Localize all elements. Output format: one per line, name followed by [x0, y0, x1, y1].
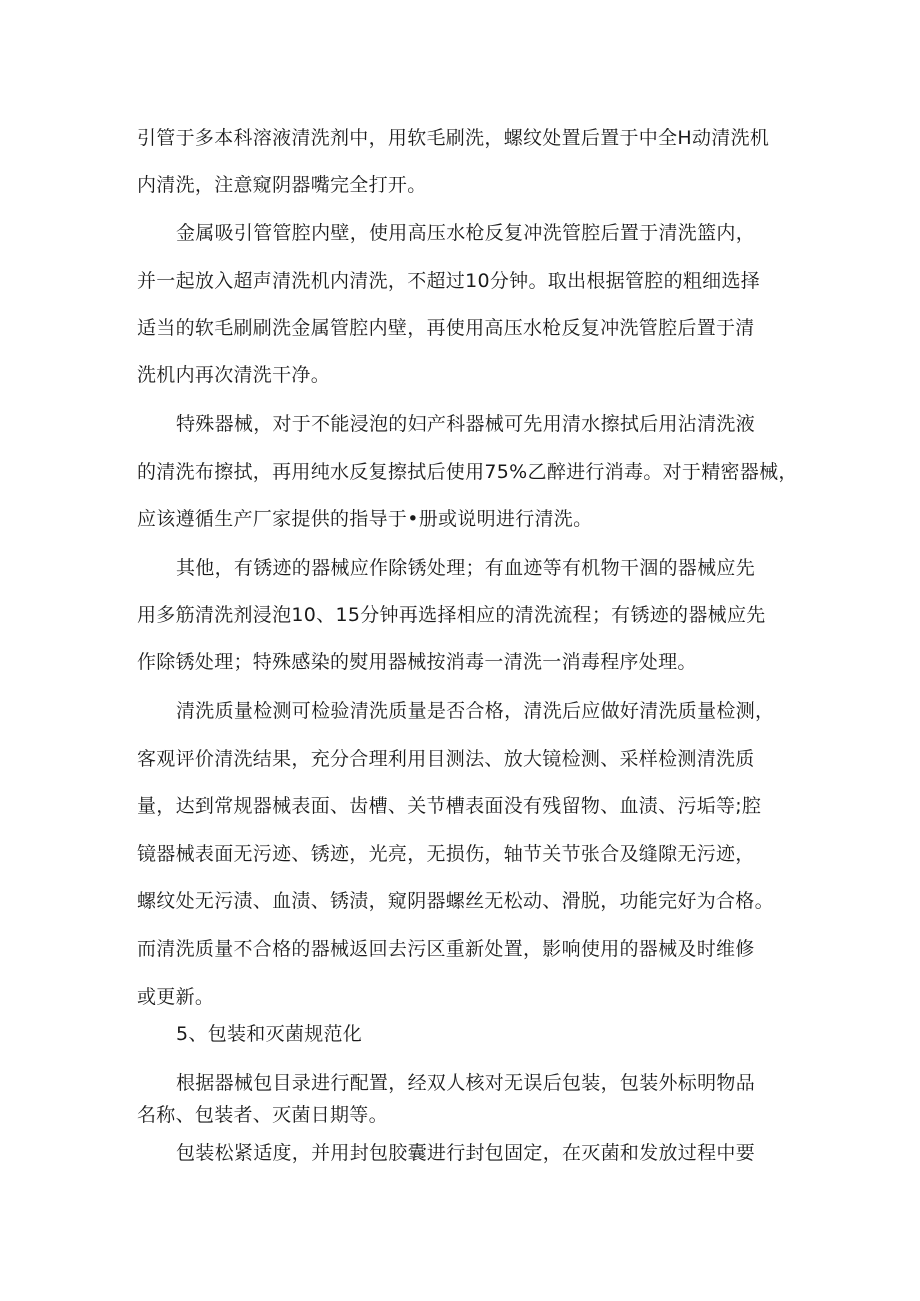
p2-line-4: 洗机内再次清洗干净。: [137, 364, 331, 386]
p5-line-7: 或更新。: [137, 986, 215, 1008]
p4-line-1: 其他，有锈迹的器械应作除锈处理；有血迹等有机物干涸的器械应先: [176, 557, 756, 579]
p5-line-5: 螺纹处无污渍、血渍、锈渍，窥阴器螺丝无松动、滑脱，功能完好为合格。: [137, 890, 774, 912]
section-heading: 5、包装和灭菌规范化: [176, 1023, 363, 1045]
p3-line-2: 的清洗布擦拭，再用纯水反复擦拭后使用75%乙醉进行消毒。对于精密器械，: [137, 461, 798, 483]
p2-line-1: 金属吸引管管腔内壁，使用高压水枪反复冲洗管腔后置于清洗篮内，: [176, 222, 756, 244]
p6-line-2: 名称、包装者、灭菌日期等。: [137, 1104, 388, 1126]
p5-line-1: 清洗质量检测可检验清洗质量是否合格，清洗后应做好清洗质量检测，: [176, 700, 775, 722]
p5-line-2: 客观评价清洗结果，充分合理利用目测法、放大镜检测、采样检测清洗质: [137, 748, 755, 770]
p4-line-3: 作除锈处理；特殊感染的熨用器械按消毒一清洗一消毒程序处理。: [137, 651, 697, 673]
p4-line-2: 用多筋清洗剂浸泡10、15分钟再选择相应的清洗流程；有锈迹的器械应先: [137, 604, 766, 626]
p6-line-1: 根据器械包目录进行配置，经双人核对无误后包装，包装外标明物品: [176, 1072, 756, 1094]
p7-line-1: 包装松紧适度，并用封包胶囊进行封包固定，在灭菌和发放过程中要: [176, 1142, 756, 1164]
p5-line-4: 镜器械表面无污迹、锈迹，光亮，无损伤，轴节关节张合及缝隙无污迹，: [137, 843, 755, 865]
p5-line-3: 量，达到常规器械表面、齿槽、关节槽表面没有残留物、血渍、污垢等;腔: [137, 795, 762, 817]
p5-line-6: 而清洗质量不合格的器械返回去污区重新处置，影响使用的器械及时维修: [137, 938, 755, 960]
p2-line-3: 适当的软毛刷刷洗金属管腔内壁，再使用高压水枪反复冲洗管腔后置于清: [137, 317, 755, 339]
p1-line-1: 引管于多本科溶液清洗剂中，用软毛刷洗，螺纹处置后置于中全H动清洗机: [137, 127, 770, 149]
p1-line-2: 内清洗，注意窥阴器嘴完全打开。: [137, 174, 427, 196]
p2-line-2: 并一起放入超声清洗机内清洗，不超过10分钟。取出根据管腔的粗细选择: [137, 270, 761, 292]
p3-line-3: 应该遵循生产厂家提供的指导于•册或说明进行清洗。: [137, 508, 593, 530]
p3-line-1: 特殊器械，对于不能浸泡的妇产科器械可先用清水擦拭后用沾清洗液: [176, 413, 756, 435]
